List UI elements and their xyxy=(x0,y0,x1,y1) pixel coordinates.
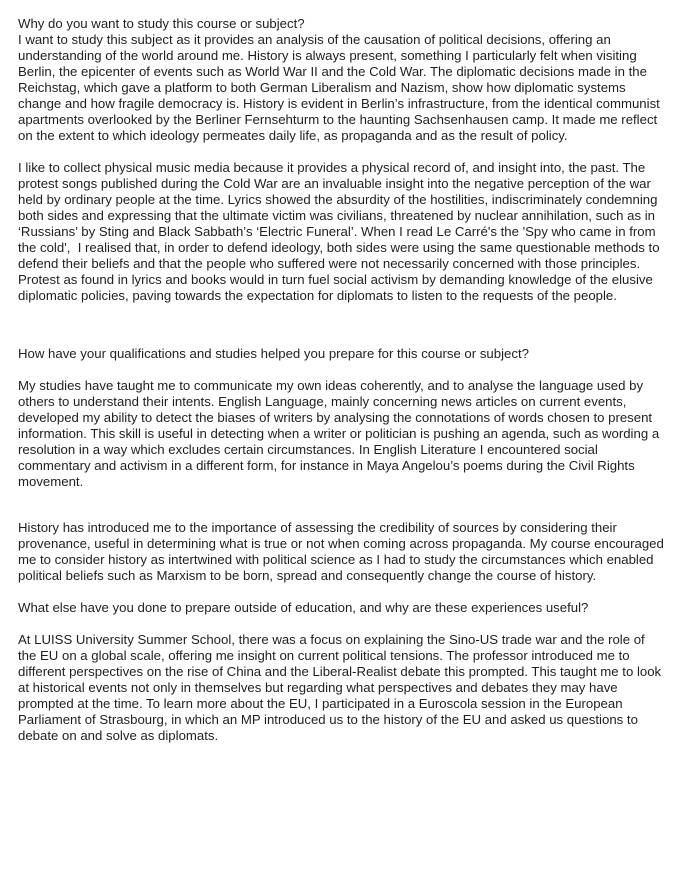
section-spacer xyxy=(18,584,666,600)
paragraph-spacer xyxy=(18,616,666,632)
paragraph-spacer xyxy=(18,362,666,378)
section-spacer xyxy=(18,304,666,346)
answer-paragraph-berlin: I want to study this subject as it provides an analysis of the causation of political decisions, offering an understanding of the world around me. History is always present, something I particularly felt when visiting Berlin, the epicenter of events such as World War II and the Cold War. The diplomatic decisions made in the Reichstag, which gave a platform to both German Liberalism and Nazism, show how diplomatic systems change and how fragile democracy is. History is evident in Berlin’s infrastructure, from the identical communist apartments overlooked by the Berliner Fernsehturm to the haunting Sachsenhausen camp. It made me reflect on the extent to which ideology permeates daily life, as propaganda and as the result of policy. xyxy=(18,32,664,143)
answer-paragraph-english: My studies have taught me to communicate my own ideas coherently, and to analyse the language used by others to understand their intents. English Language, mainly concerning news articles on current events, developed my ability to detect the biases of writers by analysing the connotations of words chosen to present information. This skill is useful in detecting when a writer or politician is pushing an agenda, such as wording a resolution in a way which excludes certain circumstances. In English Literature I encountered social commentary and activism in a different form, for instance in Maya Angelou’s poems during the Civil Rights movement. xyxy=(18,378,663,489)
paragraph-spacer xyxy=(18,144,666,160)
question-why-study: Why do you want to study this course or subject? xyxy=(18,16,305,31)
question-qualifications: How have your qualifications and studies helped you prepare for this course or subject? xyxy=(18,346,529,361)
answer-paragraph-music-media: I like to collect physical music media because it provides a physical record of, and insight into, the past. The protest songs published during the Cold War are an invaluable insight into the negative perception of the war held by ordinary people at the time. Lyrics showed the absurdity of the hostilities, indiscriminately condemning both sides and expressing that the ultimate victim was civilians, threatened by nuclear annihilation, such as in ‘Russians’ by Sting and Black Sabbath’s ‘Electric Funeral’. When I read Le Carré's the 'Spy who came in from the cold', I realised that, in order to defend ideology, both sides were using the same questionable methods to defend their beliefs and that the people who suffered were not necessarily concerned with those principles. Protest as found in lyrics and books would in turn fuel social activism by demanding knowledge of the elusive diplomatic policies, paving towards the expectation for diplomats to listen to the requests of the people. xyxy=(18,160,664,303)
answer-paragraph-summer-school: At LUISS University Summer School, there was a focus on explaining the Sino-US trade war and the role of the EU on a global scale, offering me insight on current political tensions. The professor introduced me to different perspectives on the rise of China and the Liberal-Realist debate this prompted. This taught me to look at historical events not only in themselves but regarding what perspectives and debates they may have prompted at the time. To learn more about the EU, I participated in a Euroscola session in the European Parliament of Strasbourg, in which an MP introduced us to the history of the EU and asked us questions to debate on and solve as diplomats. xyxy=(18,632,665,743)
paragraph-spacer xyxy=(18,490,666,520)
answer-paragraph-history: History has introduced me to the importance of assessing the credibility of sources by considering their provenance, useful in determining what is true or not when coming across propaganda. My course encouraged me to consider history as intertwined with political science as I had to study the circumstances which enabled political beliefs such as Marxism to be born, spread and consequently change the course of history. xyxy=(18,520,668,583)
question-outside-education: What else have you done to prepare outside of education, and why are these experiences useful? xyxy=(18,600,589,615)
